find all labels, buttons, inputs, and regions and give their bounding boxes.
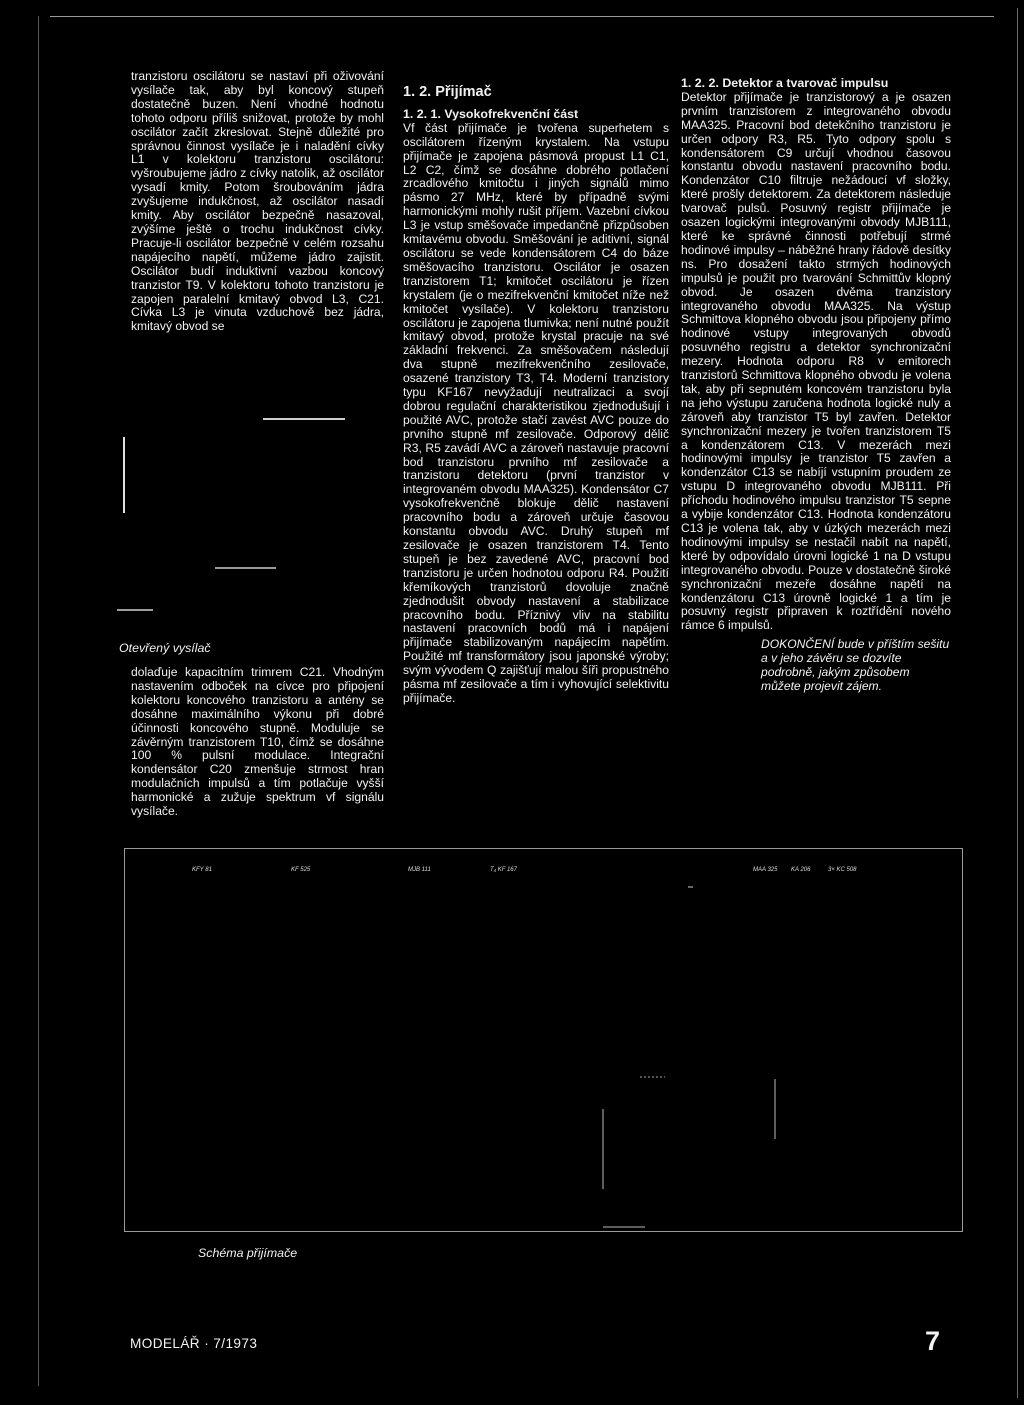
column-1-text: tranzistoru oscilátoru se nastaví při oživování vysílače tak, aby byl koncový stupeň dostatečně buzen. Není vhodné hodnotu tohoto odporu příliš snižovat, protože by mohl oscilátor začít zkreslovat. Stejně důležité pro správnou činnost vysílače je i naladění cívky L1 v kolektoru tranzistoru oscilátoru: vyšroubujeme jádro z cívky natolik, až oscilátor vysadí kmity. Potom šroubováním jádra zvyšujeme indukčnost, až oscilátor nasadí kmity. Aby oscilátor bezpečně nasazoval, zvýšíme ještě o trochu indukčnost cívky. Pracuje-li oscilátor bezpečně v celém rozsahu napájecího napětí, můžeme jádro zajistit. Oscilátor budí induktivní vazbou koncový tranzistor T9. V kolektoru tohoto tranzistoru je zapojen paralelní kmitavý obvod L3, C21. Cívka L3 je vinuta vzduchově bez jádra, kmitavý obvod se: [131, 69, 384, 334]
schematic-wiring: [125, 849, 960, 1229]
column-2-text: Vf část přijímače je tvořena superhetem s oscilátorem řízeným krystalem. Na vstupu přijímače je zapojena pásmová propust L1 C1, L2 C2, čímž se dosáhne dobrého potlačení zrcadlového kmitočtu i jiných signálů mimo pásmo 27 MHz, které by případně svými harmonickými mohly rušit příjem. Vazební cívkou L3 je vstup směšovače impedančně přizpůsoben kmitavému obvodu. Směšování je aditivní, signál oscilátoru se vede kondensátorem C4 do báze směšovacího tranzistoru. Oscilátor je osazen tranzistorem T1; kmitočet oscilátoru je řízen krystalem (je o mezifrekvenční kmitočet níže než kmitočet vysílače). V kolektoru tranzistoru oscilátoru je zapojena tlumivka; není nutné použít kmitavý obvod, protože krystal pracuje na své základní frekvenci. Za směšovačem následují dva stupně mezifrekvenčního zesilovače, osazené tranzistory T3, T4. Moderní tranzistory typu KF167 nevyžadují neutralizaci a svojí dobrou regulační charakteristikou zjednodušují i použité AVC, protože stačí zavést AVC pouze do prvního stupně mf zesilovače. Odporový dělič R3, R5 zavádí AVC a zároveň nastavuje pracovní bod tranzistoru prvního mf zesilovače a tranzistoru detektoru (první tranzistor v integrovaném obvodu MAA325). Kondensátor C7 vysokofrekvenčně blokuje dělič nastavení pracovního bodu a zároveň určuje časovou konstantu obvodu AVC. Druhý stupeň mf zesilovače je osazen tranzistorem T4. Tento stupeň je bez zavedené AVC, pracovní bod tranzistoru je určen hodnotou odporu R4. Použití křemíkových tranzistorů dovoluje značně zjednodušit obvody nastavení a stabilizace pracovního bodu. Příznivý vliv na stabilitu nastavení pracovních bodů má i napájení přijímače stabilizovaným napájecím napětím. Použité mf transformátory jsou japonské výroby; svým vývodem Q zajišťují malou šíři propustného pásma mf zesilovače a tím i vyhovující selektivitu přijímače.: [403, 120, 669, 705]
continuation-note: DOKONČENÍ bude v příštím sešitu a v jeho závěru se dozvíte podrobně, jakým způsobem můžete projevit zájem.: [761, 637, 950, 694]
column-3: [681, 77, 951, 693]
page-number: 7: [925, 1326, 941, 1356]
left-border-line: [38, 16, 39, 1386]
right-border-line: [1017, 8, 1018, 1398]
photo-caption: Otevřený vysílač: [119, 641, 211, 655]
schematic-label: KA 206: [791, 867, 811, 873]
schematic-label: KFY 81: [192, 867, 212, 873]
column-3-text: Detektor přijímače je tranzistorový a je osazen prvním tranzistorem z integrovaného obvodu MAA325. Pracovní bod detekčního tranzistoru je určen odpory R3, R5. Tyto odpory spolu s kondensátorem C9 určují vhodnou časovou konstantu obvodu nastavení pracovního bodu. Kondenzátor C10 filtruje nežádoucí vf složky, které prošly detektorem. Za detektorem následuje tvarovač pulsů. Posuvný registr přijímače je osazen logickými integrovanými obvody MJB111, které ke správné činnosti potřebují strmé hodinové impulsy – náběžné hrany řádově desítky ns. Pro dosažení takto strmých hodinových impulsů je použit pro tvarování Schmittův klopný obvod. Je osazen dvěma tranzistory integrovaného obvodu MAA325. Na výstup Schmittova klopného obvodu jsou připojeny přímo hodinové vstupy integrovaných obvodů posuvného registru a detektor synchronizační mezery. Hodnota odporu R8 v emitorech tranzistorů Schmittova klopného obvodu je volena tak, aby při sepnutém koncovém tranzistoru byla na jeho výstupu zaručena hodnota logické nuly a zároveň aby tranzistor T5 byl zavřen. Detektor synchronizační mezery je tvořen tranzistorem T5 a kondenzátorem C13. V mezerách mezi hodinovými impulsy je tranzistor T5 zavřen a kondenzátor C13 se nabíjí vstupním proudem ze vstupu D integrovaného obvodu MJB111. Při příchodu hodinového impulsu tranzistor T5 sepne a vybije kondenzátor C13. Hodnota kondenzátoru C13 je volena tak, aby v úzkých mezerách mezi hodinovými impulsy se nestačil nabít na napětí, které by odpovídalo úrovni logické 1 na D vstupu integrovaného obvodu. Pouze v dostatečně široké synchronizační mezeře dosáhne napětí na kondenzátoru C13 úrovně logické 1 a tím je posuvný registr připraven k roztřídění nového rámce 6 impulsů.: [681, 89, 951, 633]
schematic-label: 3× KC 508: [828, 867, 857, 873]
subsection-title-detector: 1. 2. 2. Detektor a tvarovač impulsu: [681, 76, 889, 90]
schematic-label: MJB 111: [408, 867, 431, 873]
section-title-receiver: 1. 2. Přijímač: [403, 84, 492, 100]
column-1-bottom: [131, 666, 384, 819]
column-2: [403, 86, 669, 706]
transmitter-photo: [113, 385, 403, 635]
column-1-text-continued: dolaďuje kapacitním trimrem C21. Vhodným nastavením odboček na cívce pro připojení kolektoru koncového tranzistoru a antény se dosáhne maximálního výkonu při dobré účinnosti koncového stupně. Moduluje se závěrným tranzistorem T10, čímž se dosáhne 100 % pulsní modulace. Integrační kondensátor C20 zmenšuje strmost hran modulačních impulsů a tím potlačuje vyšší harmonické a zužuje spektrum vf signálu vysílače.: [131, 665, 384, 819]
top-border-line: [50, 16, 994, 17]
schematic-label: T₄ KF 167: [490, 867, 517, 873]
footer-magazine-issue: MODELÁŘ · 7/1973: [130, 1336, 258, 1351]
schematic-caption: Schéma přijímače: [198, 1246, 298, 1260]
schematic-label: MAA 325: [753, 867, 778, 873]
receiver-schematic: [124, 848, 963, 1232]
schematic-label: KF 525: [291, 867, 311, 873]
column-1-top: [131, 70, 384, 334]
subsection-title-rf: 1. 2. 1. Vysokofrekvenční část: [403, 106, 579, 121]
